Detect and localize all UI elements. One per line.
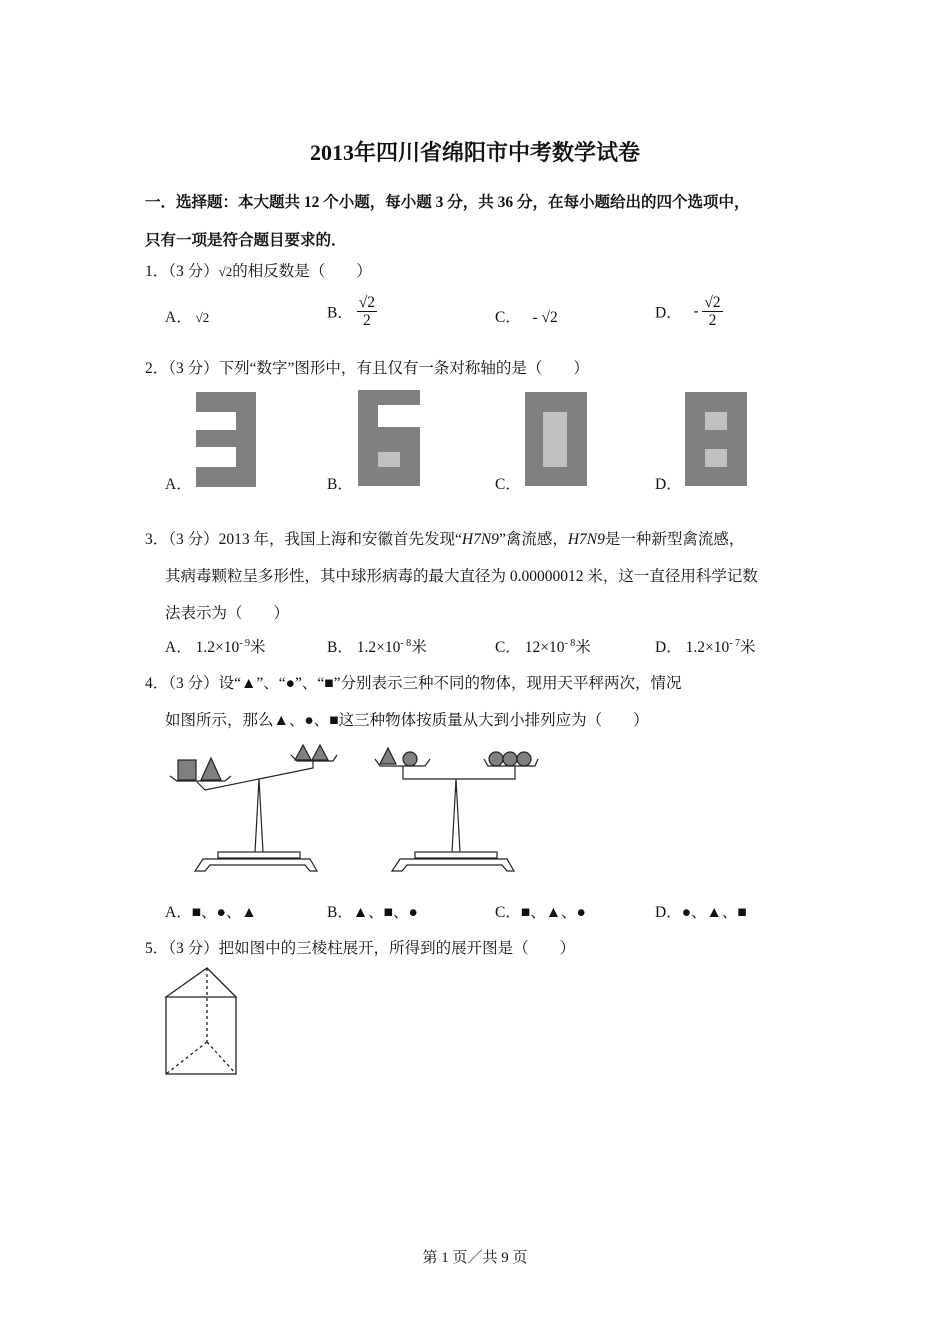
question-3-line3: 法表示为（ ） bbox=[165, 605, 290, 622]
question-3-line1: 3．（3 分）2013 年，我国上海和安徽首先发现“H7N9”禽流感，H7N9是一种新型禽流感， bbox=[145, 531, 745, 548]
q3-option-a: A． $1.2\times 10^{- 9}$米 bbox=[165, 637, 266, 656]
q2-label-d: D． bbox=[655, 476, 682, 493]
q2-label-a: A． bbox=[165, 476, 192, 493]
section-header-line1: 一．选择题：本大题共 12 个小题，每小题 3 分，共 36 分，在每小题给出的四个选项中， bbox=[145, 194, 750, 211]
balance-scale-1 bbox=[170, 745, 337, 871]
q1-option-d: D． - $\frac{√2}{2}$ bbox=[655, 294, 721, 330]
page-footer: 第 1 页／共 9 页 bbox=[422, 1250, 528, 1266]
q1-option-c: C． - √2 bbox=[495, 309, 558, 326]
question-4-line2: 如图所示，那么▲、●、■这三种物体按质量从大到小排列应为（ ） bbox=[165, 712, 649, 729]
question-5-stem: 5．（3 分）把如图中的三棱柱展开，所得到的展开图是（ ） bbox=[145, 940, 576, 957]
balance-scales-figure bbox=[165, 738, 545, 878]
q2-label-b: B． bbox=[327, 476, 353, 493]
question-1-stem: 1．（3 分）√2的相反数是（ ） bbox=[145, 263, 372, 280]
q3-option-d: D． $1.2\times 10^{- 7}$米 bbox=[655, 637, 756, 656]
q2-label-c: C． bbox=[495, 476, 521, 493]
q1-option-a: A． √2 bbox=[165, 309, 210, 326]
triangular-prism-figure bbox=[160, 962, 242, 1077]
digit-3-figure bbox=[196, 392, 256, 487]
question-2-stem: 2．（3 分）下列“数字”图形中，有且仅有一条对称轴的是（ ） bbox=[145, 360, 589, 377]
page-title: 2013年四川省绵阳市中考数学试卷 bbox=[309, 140, 640, 165]
q1-option-b: B． $\frac{√2}{2}$ bbox=[327, 294, 375, 330]
digit-0-figure bbox=[525, 392, 587, 486]
question-3-line2: 其病毒颗粒呈多形性，其中球形病毒的最大直径为 0.00000012 米，这一直径用科学记数 bbox=[165, 568, 758, 585]
q4-option-b: B．▲、■、● bbox=[327, 904, 418, 921]
q4-option-d: D．●、▲、■ bbox=[655, 904, 747, 921]
digit-8-figure bbox=[685, 392, 747, 486]
q4-option-a: A．■、●、▲ bbox=[165, 904, 257, 921]
q4-option-c: C．■、▲、● bbox=[495, 904, 586, 921]
section-header-line2: 只有一项是符合题目要求的． bbox=[145, 232, 347, 249]
balance-scale-2 bbox=[375, 748, 538, 871]
q3-option-c: C． $12\times 10^{- 8}$米 bbox=[495, 637, 591, 656]
question-4-line1: 4．（3 分）设“▲”、“●”、“■”分别表示三种不同的物体，现用天平秤两次，情况 bbox=[145, 675, 682, 692]
q3-option-b: B． $1.2\times 10^{- 8}$米 bbox=[327, 637, 427, 656]
digit-6-figure bbox=[358, 390, 420, 486]
